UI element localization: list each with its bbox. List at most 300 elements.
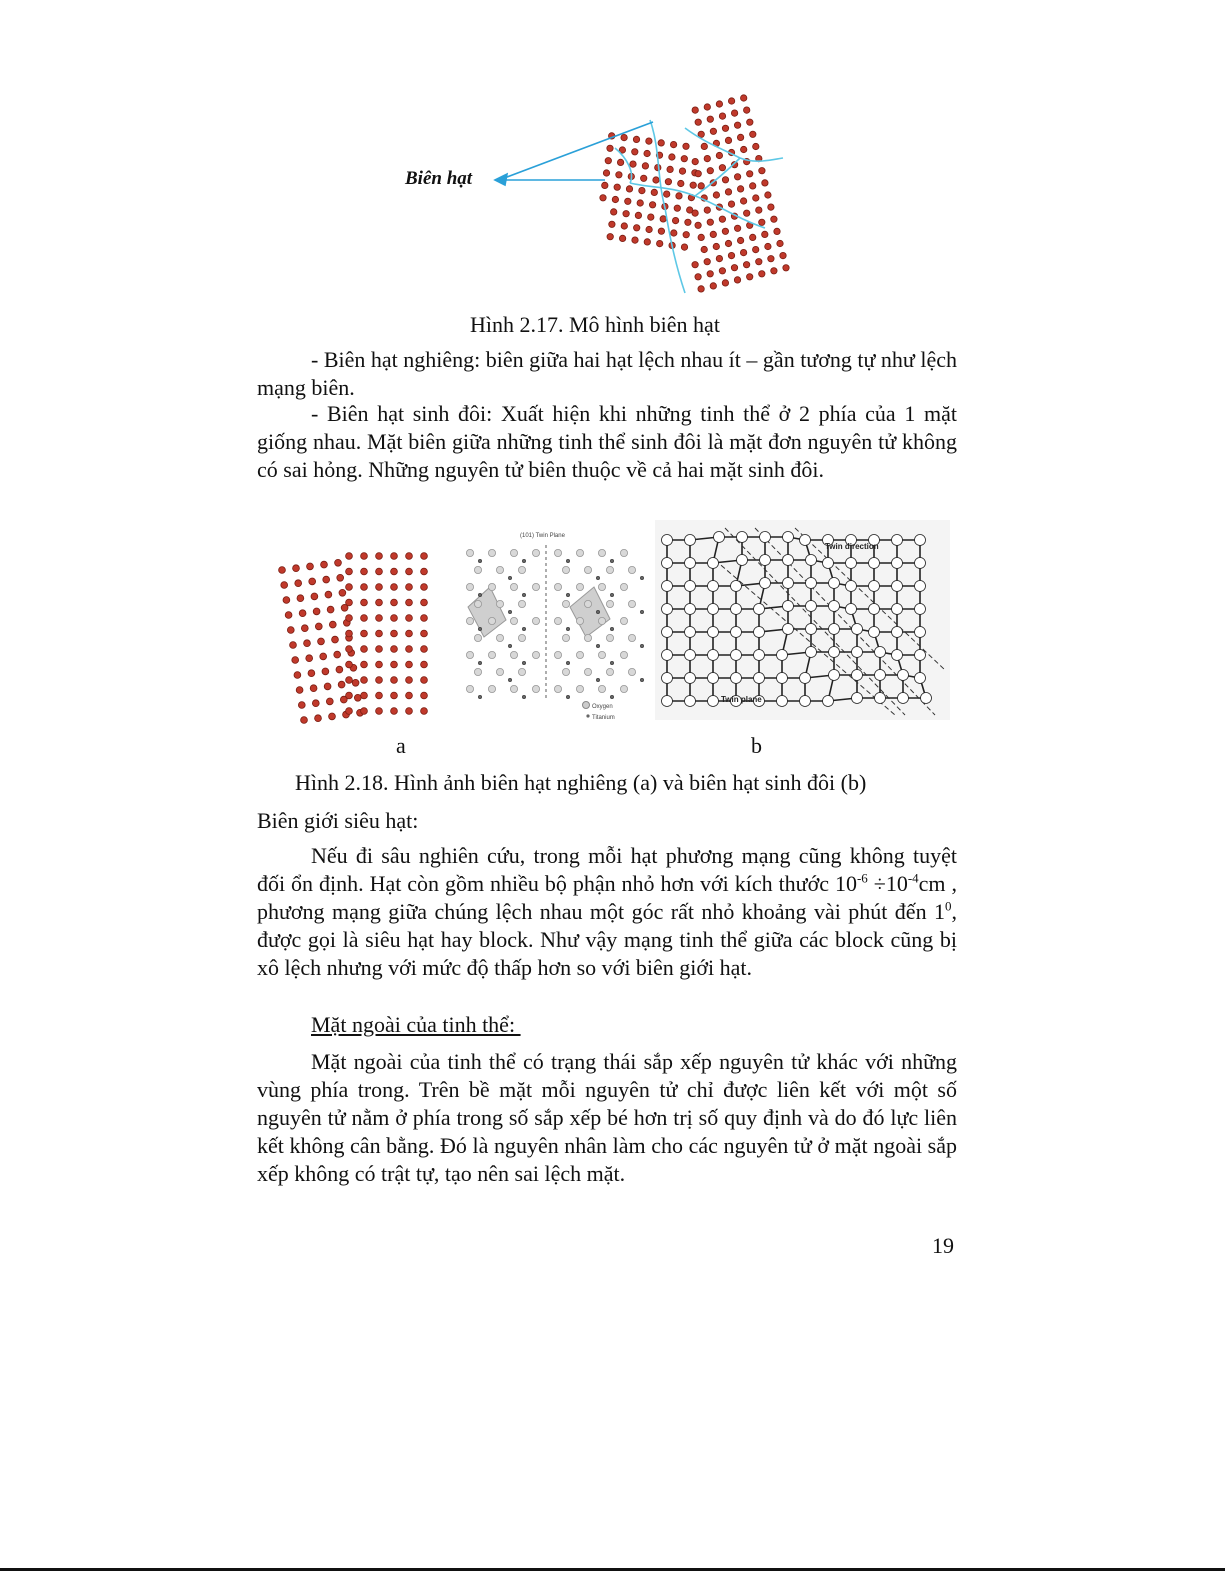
atom [596,576,599,579]
atom [620,617,627,624]
atom [466,617,473,624]
atom [716,101,722,107]
atom [633,136,639,142]
atom [603,170,609,176]
atom [710,128,716,134]
atom [662,604,673,615]
atom [361,646,368,653]
atom [756,259,762,265]
atom [915,650,926,661]
atom [783,624,794,635]
atom [640,576,643,579]
atom [598,685,605,692]
atom [346,584,353,591]
atom [708,558,719,569]
atom [496,668,503,675]
atom [716,152,722,158]
atom [602,182,608,188]
atom [722,177,728,183]
atom [731,265,737,271]
atom [707,219,713,225]
atom [708,604,719,615]
atom [616,172,622,178]
atom [695,171,701,177]
atom [296,687,303,694]
atom [488,651,495,658]
atom [846,581,857,592]
atom [719,113,725,119]
atom [406,599,413,606]
atom [474,668,481,675]
atom [606,600,613,607]
atom [640,678,643,681]
atom [750,183,756,189]
atom [554,651,561,658]
atom [610,695,613,698]
atom-lattice [600,95,789,292]
atom [391,677,398,684]
atom [406,708,413,715]
atom [806,601,817,612]
twin-plane-grid [655,520,950,720]
atom [676,193,682,199]
atom [783,555,794,566]
atom [496,566,503,573]
atom [658,140,664,146]
atom [562,566,569,573]
atom [707,168,713,174]
atom [829,647,840,658]
atom [566,661,569,664]
atom [628,634,635,641]
atom [783,578,794,589]
atom [628,600,635,607]
atom [708,696,719,707]
atom [692,158,698,164]
atom [892,581,903,592]
atom [406,646,413,653]
atom [760,532,771,543]
atom [915,604,926,615]
atom [304,640,311,647]
atom [765,192,771,198]
atom [619,235,625,241]
atom [708,673,719,684]
atom [421,584,428,591]
atom [698,234,704,240]
atom [747,119,753,125]
atom [704,207,710,213]
atom [478,627,481,630]
atom [741,95,747,101]
atom [566,559,569,562]
atom [731,673,742,684]
atom [731,604,742,615]
atom [584,566,591,573]
atom [606,668,613,675]
atom [337,574,344,581]
subfigure-label-b: b [751,733,762,758]
atom [496,600,503,607]
atom [421,568,428,575]
atom [731,110,737,116]
atom [685,673,696,684]
atom [299,610,306,617]
atom [391,646,398,653]
atom [707,116,713,122]
atom [710,231,716,237]
atom [576,651,583,658]
atom [846,558,857,569]
atom [637,200,643,206]
atom [311,593,318,600]
atom [725,137,731,143]
atom [846,604,857,615]
atom [361,630,368,637]
atom [829,624,840,635]
atom [294,672,301,679]
atom [376,584,383,591]
atom [532,685,539,692]
atom [695,119,701,125]
atom [892,558,903,569]
atom [768,256,774,262]
atom [610,661,613,664]
atom [391,708,398,715]
atom [406,615,413,622]
atom [614,184,620,190]
atom [685,535,696,546]
atom [750,131,756,137]
atom [672,217,678,223]
atom [683,143,689,149]
atom [695,274,701,280]
atom [532,549,539,556]
atom [731,581,742,592]
atom [510,685,517,692]
atom [566,593,569,596]
atom [313,608,320,615]
atom [518,668,525,675]
atom [510,617,517,624]
atom [708,650,719,661]
atom [651,189,657,195]
figure-2-17 [395,88,835,298]
atom [287,627,294,634]
atom [710,283,716,289]
atom [596,610,599,613]
atom [354,694,361,701]
atom [346,553,353,560]
atom [510,583,517,590]
atom [421,692,428,699]
atom [406,584,413,591]
atom [662,581,673,592]
atom [662,558,673,569]
atom [783,265,789,271]
atom [683,232,689,238]
atom [522,593,525,596]
atom [518,600,525,607]
atom [892,604,903,615]
atom [852,670,863,681]
atom [685,650,696,661]
atom [731,627,742,638]
atom [625,198,631,204]
atom [315,715,322,722]
atom [566,695,569,698]
atom [621,223,627,229]
atom [346,568,353,575]
atom [646,138,652,144]
atom [869,558,880,569]
bottom-rule [0,1568,1225,1571]
atom [641,175,647,181]
atom [496,634,503,641]
atom [508,610,511,613]
atom [466,651,473,658]
atom [421,646,428,653]
atom [621,134,627,140]
atom [376,692,383,699]
atom [664,191,670,197]
atom [301,717,308,724]
atom [892,650,903,661]
atom [681,156,687,162]
atom [898,670,909,681]
atom [707,271,713,277]
atom [852,693,863,704]
atom [660,216,666,222]
atom [806,578,817,589]
atom [522,559,525,562]
atom [892,627,903,638]
atom [309,578,316,585]
atom [346,677,353,684]
atom [478,695,481,698]
atom [708,627,719,638]
atom [780,252,786,258]
atom [290,642,297,649]
atom [361,615,368,622]
atom [719,165,725,171]
atom [915,627,926,638]
atom [777,240,783,246]
atom [488,685,495,692]
atom [361,708,368,715]
atom [777,673,788,684]
atom [466,583,473,590]
atom [598,651,605,658]
atom [692,262,698,268]
atom [762,180,768,186]
atom [562,668,569,675]
atom [361,599,368,606]
atom [829,670,840,681]
atom [346,599,353,606]
atom [584,600,591,607]
atom [376,599,383,606]
atom [576,685,583,692]
atom [361,553,368,560]
atom [522,695,525,698]
atom [576,617,583,624]
atom [617,159,623,165]
atom [667,166,673,172]
atom [612,196,618,202]
atom [713,192,719,198]
atom [875,670,886,681]
atom [312,700,319,707]
atom [662,696,673,707]
atom [488,549,495,556]
atom [325,591,332,598]
atom [376,568,383,575]
atom [584,668,591,675]
atom [806,624,817,635]
atom [662,673,673,684]
atom [777,650,788,661]
titanium-legend: Titanium [592,715,615,721]
atom [605,158,611,164]
grain-boundary-label: Biên hạt [405,168,473,189]
atom [662,650,673,661]
atom [339,589,346,596]
atom [596,644,599,647]
atom [869,604,880,615]
atom [921,693,932,704]
atom [704,259,710,265]
atom [510,651,517,658]
atom [737,134,743,140]
atom [744,107,750,113]
atom [734,225,740,231]
atom [324,683,331,690]
atom [326,698,333,705]
atom [346,661,353,668]
atom [474,600,481,607]
atom [657,240,663,246]
atom [301,625,308,632]
atom [741,146,747,152]
atom [609,221,615,227]
atom [315,623,322,630]
atom [644,150,650,156]
atom [708,581,719,592]
atom [695,222,701,228]
atom [610,593,613,596]
atom [852,624,863,635]
atom [598,549,605,556]
atom [639,187,645,193]
atom [406,630,413,637]
atom [335,559,342,566]
atom [875,647,886,658]
atom [725,240,731,246]
atom [704,104,710,110]
atom [734,277,740,283]
atom [554,685,561,692]
atom [744,210,750,216]
atom [285,612,292,619]
atom [628,566,635,573]
atom [698,286,704,292]
atom [740,249,746,255]
atom [829,601,840,612]
atom [620,651,627,658]
atom [295,580,302,587]
atom [685,696,696,707]
atom [361,677,368,684]
atom [719,268,725,274]
atom [644,239,650,245]
octahedron-left [468,587,506,637]
atom [685,604,696,615]
atom [338,681,345,688]
atom [756,207,762,213]
atom [823,696,834,707]
atom [566,627,569,630]
atom [508,678,511,681]
atom [740,198,746,204]
atom [754,627,765,638]
atom [737,186,743,192]
atom [771,268,777,274]
atom [768,204,774,210]
figure-2-18b-twin-grid [655,520,950,720]
twin-atomic-model [458,525,648,725]
paragraph-subgrain: Nếu đi sâu nghiên cứu, trong mỗi hạt phương mạng cũng không tuyệt đối ổn định. Hạt còn gồm nhiều bộ phận nhỏ hơn với kích thước $10^{-6} \div 10^{-4}cm$ , phương mạng giữa chúng lệch nhau một góc rất nhỏ khoảng vài phút đến $1^0$, được gọi là siêu hạt hay block. Như vậy mạng tinh thể giữa các block cũng bị xô lệch nhưng với mức độ thấp hơn so với biên giới hạt. [257,843,957,980]
atom [361,568,368,575]
atom [346,646,353,653]
grain-boundary-diagram [395,88,835,298]
atom [777,696,788,707]
oxygen-titanium-atoms [466,549,643,698]
atom [391,568,398,575]
atom [731,650,742,661]
atom [642,163,648,169]
atom [734,122,740,128]
atom [606,566,613,573]
atom [669,154,675,160]
atom [620,549,627,556]
atom [632,237,638,243]
atom [722,125,728,131]
atom [728,98,734,104]
atom [361,584,368,591]
atom [346,615,353,622]
atom [765,243,771,249]
atom [478,593,481,596]
atom [674,205,680,211]
figure-2-18a-tilt [272,548,437,728]
atom [626,186,632,192]
atom [522,661,525,664]
atom [623,211,629,217]
atom [297,595,304,602]
atom [376,615,383,622]
atom [670,141,676,147]
atom [681,244,687,250]
atom [898,693,909,704]
atom [406,661,413,668]
atom [421,661,428,668]
atom [598,583,605,590]
atom [323,576,330,583]
atom [743,262,749,268]
atom [406,692,413,699]
atom [607,234,613,240]
